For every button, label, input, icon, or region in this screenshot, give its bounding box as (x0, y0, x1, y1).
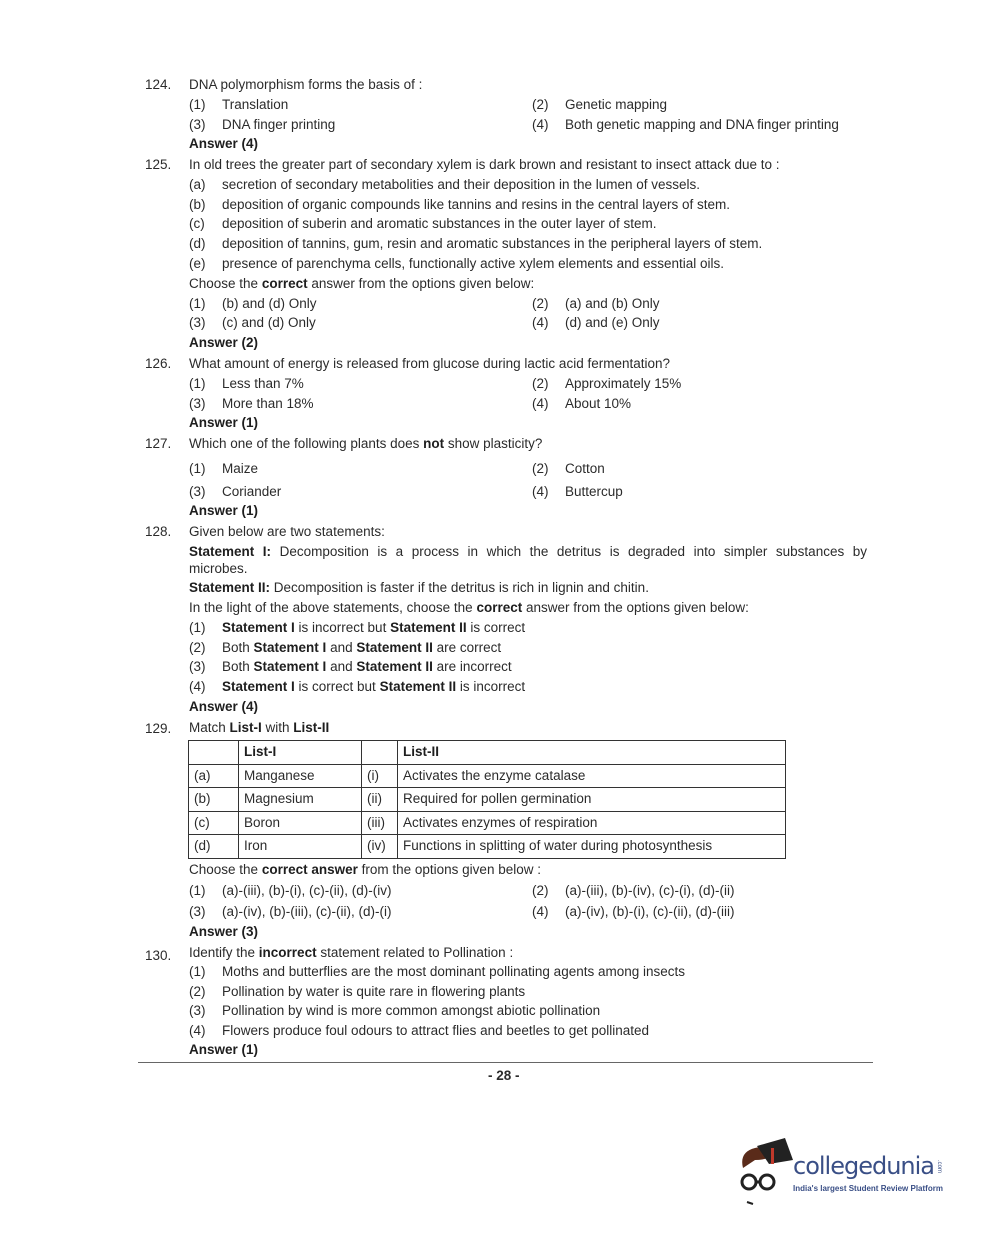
table-row (189, 764, 786, 788)
question-number: 125. (145, 157, 172, 172)
text-segment: with (261, 720, 294, 735)
table-cell: Iron (239, 835, 362, 859)
item-label: (a) (189, 177, 206, 192)
question-number: 127. (145, 436, 172, 451)
bold-text: not (423, 436, 445, 451)
instruction (189, 862, 541, 878)
text-segment: and (326, 659, 357, 674)
collegedunia-logo (735, 1138, 975, 1208)
page-number: - 28 - (488, 1068, 520, 1083)
text-segment (757, 1138, 793, 1164)
question-number: 130. (145, 948, 172, 963)
option-number: (1) (189, 296, 206, 311)
option-text (222, 679, 525, 695)
option-number: (1) (189, 461, 206, 476)
option-text: Less than 7% (222, 376, 304, 391)
table-cell (362, 741, 398, 765)
bold-text: List-I (229, 720, 262, 735)
text-segment: show plasticity? (444, 436, 543, 451)
table-cell (189, 741, 239, 765)
table-cell: Magnesium (239, 788, 362, 812)
option-text: (a)-(iii), (b)-(iv), (c)-(i), (d)-(ii) (565, 883, 735, 898)
text-segment (189, 741, 786, 859)
bold-text: List-II (403, 744, 439, 760)
text-segment: Decomposition is faster if the detritus is rich in lignin and chitin. (270, 580, 649, 595)
option-text: (b) and (d) Only (222, 296, 317, 311)
table-cell: Activates enzymes of respiration (398, 811, 786, 835)
text-segment (742, 1175, 756, 1189)
answer: Answer (1) (189, 503, 259, 518)
instruction (189, 276, 534, 292)
logo-suffix: .com (936, 1160, 943, 1174)
option-number: (2) (189, 640, 206, 655)
option-text: Pollination by water is quite rare in flowering plants (222, 984, 526, 999)
table-cell: (c) (189, 811, 239, 835)
answer: Answer (2) (189, 335, 259, 350)
question-text: In old trees the greater part of secondary xylem is dark brown and resistant to insect attack due to : (189, 157, 780, 172)
table-cell: (iv) (362, 835, 398, 859)
statement-1-continued: microbes. (189, 561, 248, 576)
option-number: (3) (189, 396, 206, 411)
option-number: (4) (532, 117, 549, 132)
option-number: (1) (189, 964, 206, 979)
table-row (189, 811, 786, 835)
bold-text: correct answer (261, 862, 358, 877)
table-cell: (iii) (362, 811, 398, 835)
text-segment: Match (189, 720, 230, 735)
option-text: (a)-(iii), (b)-(i), (c)-(ii), (d)-(iv) (222, 883, 392, 898)
option-text: About 10% (565, 396, 632, 411)
option-text: (c) and (d) Only (222, 315, 316, 330)
bold-text: Statement I: (189, 544, 272, 559)
table-header (189, 741, 786, 765)
table-cell: Boron (239, 811, 362, 835)
item-text: presence of parenchyma cells, functionally active xylem elements and essential oils. (222, 256, 724, 271)
option-number: (3) (189, 315, 206, 330)
option-number: (4) (532, 904, 549, 919)
answer: Answer (1) (189, 415, 259, 430)
text-segment (760, 1175, 774, 1189)
item-text: secretion of secondary metabolities and their deposition in the lumen of vessels. (222, 177, 701, 192)
bold-text: Statement II: (189, 580, 271, 595)
logo-wordmark-row (793, 1152, 943, 1180)
text-segment: from the options given below : (357, 862, 541, 877)
option-text: Pollination by wind is more common amongst abiotic pollination (222, 1003, 601, 1018)
logo-tagline: India's largest Student Review Platform (793, 1184, 943, 1193)
option-text: Genetic mapping (565, 97, 668, 112)
option-number: (3) (189, 484, 206, 499)
question-text (189, 945, 513, 961)
item-text: deposition of organic compounds like tannins and resins in the central layers of stem. (222, 197, 731, 212)
statement-1 (189, 544, 867, 560)
text-segment (747, 1202, 753, 1204)
table-cell: Required for pollen germination (398, 788, 786, 812)
option-number: (1) (189, 620, 206, 635)
item-text: deposition of suberin and aromatic substances in the outer layer of stem. (222, 216, 657, 231)
item-label: (b) (189, 197, 206, 212)
option-number: (2) (532, 97, 549, 112)
question-text (189, 436, 542, 452)
table-cell: (b) (189, 788, 239, 812)
bold-text: Statement I (222, 679, 295, 694)
option-text: Buttercup (565, 484, 623, 499)
table-cell: Manganese (239, 764, 362, 788)
answer: Answer (3) (189, 924, 259, 939)
option-text: Both genetic mapping and DNA finger printing (565, 117, 839, 132)
table-cell: Activates the enzyme catalase (398, 764, 786, 788)
option-text: (a)-(iv), (b)-(i), (c)-(ii), (d)-(iii) (565, 904, 735, 919)
text-segment: Decomposition is a process in which the detritus is degraded into simpler substances by (271, 544, 867, 559)
question-text (189, 720, 329, 736)
question-number: 126. (145, 356, 172, 371)
answer: Answer (1) (189, 1042, 259, 1057)
bold-text: Statement I (222, 620, 295, 635)
option-number: (2) (532, 461, 549, 476)
match-table (188, 740, 786, 859)
text-segment: answer from the options given below: (522, 600, 749, 615)
table-cell: (i) (362, 764, 398, 788)
table-cell (239, 741, 362, 765)
option-number: (4) (189, 1023, 206, 1038)
bold-text: correct (261, 276, 308, 291)
text-segment: Both (222, 640, 254, 655)
option-text: Approximately 15% (565, 376, 682, 391)
question-number: 129. (145, 721, 172, 736)
statement-2 (189, 580, 649, 596)
item-label: (e) (189, 256, 206, 271)
bold-text: Statement I (253, 659, 327, 674)
option-text: (a) and (b) Only (565, 296, 660, 311)
text-segment: Which one of the following plants does (189, 436, 424, 451)
text-segment (771, 1148, 774, 1164)
option-text: Maize (222, 461, 259, 476)
text-segment: Both (222, 659, 254, 674)
text-segment: answer from the options given below: (307, 276, 535, 291)
option-text (222, 620, 525, 636)
option-text (222, 640, 501, 656)
table-cell: (ii) (362, 788, 398, 812)
text-segment: are incorrect (432, 659, 512, 674)
option-number: (3) (189, 659, 206, 674)
question-number: 124. (145, 77, 172, 92)
text-segment: statement related to Pollination : (316, 945, 514, 960)
bold-text: correct (476, 600, 523, 615)
item-label: (c) (189, 216, 205, 231)
option-text: Moths and butterflies are the most dominant pollinating agents among insects (222, 964, 686, 979)
option-number: (2) (189, 984, 206, 999)
table-cell: (d) (189, 835, 239, 859)
option-number: (2) (532, 376, 549, 391)
text-segment: is correct but (294, 679, 380, 694)
text-segment: In the light of the above statements, choose the (189, 600, 477, 615)
table-cell: (a) (189, 764, 239, 788)
text-segment: is incorrect (456, 679, 526, 694)
text-segment: Choose the (189, 276, 262, 291)
bold-text: Statement II (390, 620, 467, 635)
option-number: (3) (189, 117, 206, 132)
bold-text: List-II (293, 720, 330, 735)
bold-text: Statement I (253, 640, 327, 655)
logo-text-block (793, 1152, 943, 1194)
item-label: (d) (189, 236, 206, 251)
option-number: (4) (532, 315, 549, 330)
option-text: Flowers produce foul odours to attract flies and beetles to get pollinated (222, 1023, 650, 1038)
instruction (189, 600, 749, 616)
bold-text: List-I (244, 744, 277, 760)
option-number: (4) (532, 484, 549, 499)
text-segment: is incorrect but (294, 620, 391, 635)
table-cell: Functions in splitting of water during photosynthesis (398, 835, 786, 859)
text-segment: is correct (466, 620, 526, 635)
option-number: (1) (189, 376, 206, 391)
option-number: (4) (189, 679, 206, 694)
bold-text: incorrect (258, 945, 317, 960)
option-number: (3) (189, 904, 206, 919)
option-text: DNA finger printing (222, 117, 336, 132)
mascot-icon (735, 1138, 795, 1208)
option-number: (2) (532, 883, 549, 898)
option-text: (d) and (e) Only (565, 315, 660, 330)
option-text: Cotton (565, 461, 605, 476)
option-number: (4) (532, 396, 549, 411)
option-text: Coriander (222, 484, 282, 499)
table-row (189, 788, 786, 812)
option-text (222, 659, 512, 675)
option-number: (1) (189, 97, 206, 112)
option-text: (a)-(iv), (b)-(iii), (c)-(ii), (d)-(i) (222, 904, 392, 919)
logo-wordmark: collegedunia (793, 1152, 935, 1180)
question-text: DNA polymorphism forms the basis of : (189, 77, 423, 92)
answer: Answer (4) (189, 699, 259, 714)
question-text: What amount of energy is released from glucose during lactic acid fermentation? (189, 356, 670, 371)
answer: Answer (4) (189, 136, 259, 151)
text-segment: Choose the (189, 862, 262, 877)
option-number: (2) (532, 296, 549, 311)
option-number: (3) (189, 1003, 206, 1018)
bold-text: Statement II (356, 659, 433, 674)
text-segment: are correct (432, 640, 502, 655)
item-text: deposition of tannins, gum, resin and aromatic substances in the peripheral layers of stem. (222, 236, 763, 251)
option-text: Translation (222, 97, 289, 112)
question-number: 128. (145, 524, 172, 539)
table-cell (398, 741, 786, 765)
option-number: (1) (189, 883, 206, 898)
table-row (189, 835, 786, 859)
question-text: Given below are two statements: (189, 524, 385, 539)
text-segment: Identify the (189, 945, 259, 960)
text-segment: and (326, 640, 357, 655)
bold-text: Statement II (379, 679, 457, 694)
option-text: More than 18% (222, 396, 314, 411)
footer-divider (138, 1062, 873, 1063)
bold-text: Statement II (356, 640, 433, 655)
